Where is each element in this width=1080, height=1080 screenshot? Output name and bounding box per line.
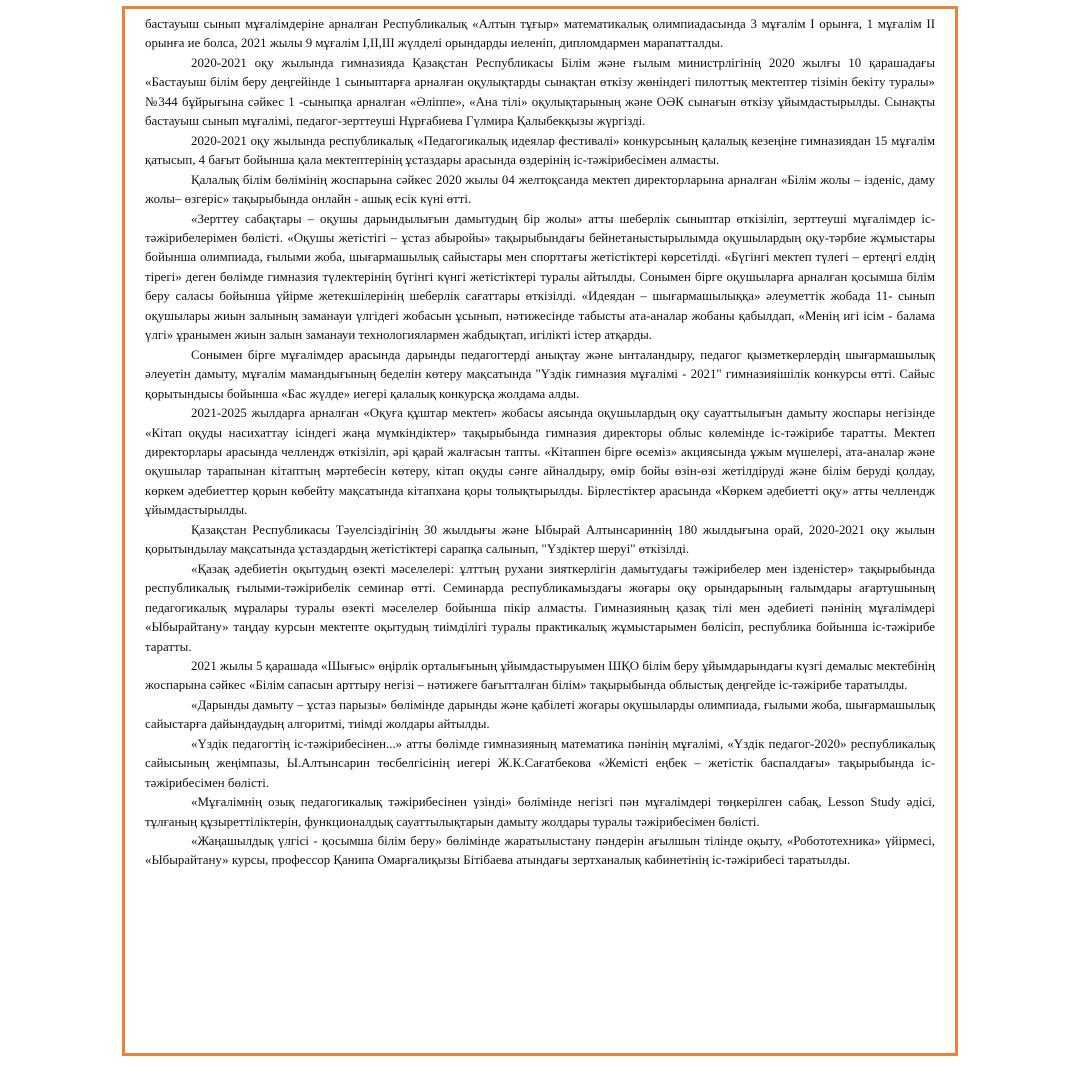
paragraph-11: «Дарынды дамыту – ұстаз парызы» бөлімінде дарынды және қабілеті жоғары оқушыларды олимпиада, ғылыми жоба, шығармашылық сайыстарға дайындаудың алгоритмі, тиімді жолдары айтылды. [145,697,935,732]
paragraph-2: 2020-2021 оқу жылында гимназияда Қазақстан Республикасы Білім және ғылым министрлігінің 2020 жылғы 10 қарашадағы «Бастауыш білім беру деңгейінде 1 сыныптарға арналған оқулықтарды сынақтан өткізу жөніндегі пилоттық мектептер тізімін бекіту туралы» №344 бұйрығына сәйкес 1 -сыныпқа арналған «Әліппе», «Ана тілі» оқулықтарының және ОӘК сынағын өткізу ұйымдастырылды. Сынақты бастауыш сынып мұғалімі, педагог-зерттеуші Нұрғабиева Гүлмира Қалыбекқызы жүргізді. [145,55,935,129]
paragraph-6: Сонымен бірге мұғалімдер арасында дарынды педагогтерді анықтау және ынталандыру, педагог қызметкерлердің шығармашылық әлеуетін дамыту, мұғалім мамандығының беделін көтеру мақсатында "Үздік гимназия мұғалімі - 2021" гимназияішілік конкурсы өтті. Сайыс қорытындысы бойынша «Бас жүлде» иегері қалалық конкурсқа жолдама алды. [145,347,935,401]
paragraph-10: 2021 жылы 5 қарашада «Шығыс» өңірлік орталығының ұйымдастыруымен ШҚО білім беру ұйымдарындағы күзгі демалыс мектебінің жоспарына сәйкес «Білім сапасын арттыру негізі – нәтижеге бағытталған білім» тақырыбында облыстық деңгейде іс-тәжірибе таратылды. [145,658,935,693]
document-text [145,15,935,1041]
paragraph-14: «Жаңашылдық үлгісі - қосымша білім беру» бөлімінде жаратылыстану пәндерін ағылшын тілінде оқыту, «Робототехника» үйірмесі, «Ыбырайтану» курсы, профессор Қанипа Омарғалиқызы Бітібаева атындағы зертханалық кабинетінің іс-тәжірибесі таратылды. [145,834,935,868]
paragraph-12: «Үздік педагогтің іс-тәжірибесінен...» атты бөлімде гимназияның математика пәнінің мұғалімі, «Үздік педагог-2020» республикалық сайысының жеңімпазы, Ы.Алтынсарин төсбелгісінің иегері Ж.К.Сағатбекова «Жемісті еңбек – жетістік баспалдағы» тақырыбында іс-тәжірибесімен бөлісті. [145,736,935,790]
paragraph-7: 2021-2025 жылдарға арналған «Оқуға құштар мектеп» жобасы аясында оқушылардың оқу сауаттылығын дамыту жоспары негізінде «Кітап оқуды насихаттау ісіндегі жаңа мүмкіндіктер» тақырыбында гимназия директоры облыс көлемінде іс-тәжірибе таратты. Мектеп директорлары арасында челлендж өткізіліп, әрі қарай жалғасын тапты. «Кітаппен бірге өсеміз» акциясында ұжым мүшелері, ата-аналар және оқушылар тарапынан кітаптың мәртебесін көтеру, кітап оқуды сәнге айналдыру, өмір бойы өзін-өзі жетілдіруді және білім беруді қолдау, көркем әдебиеттер қорын көбейту мақсатында кітапхана қоры толықтырылды. Бірлестіктер арасында «Көркем әдебиетті оқу» атты челлендж ұйымдастырылды. [145,406,935,518]
document-page [122,6,958,1056]
paragraph-4: Қалалық білім бөлімінің жоспарына сәйкес 2020 жылы 04 желтоқсанда мектеп директорларына арналған «Білім жолы – ізденіс, даму жолы– өзгеріс» тақырыбында онлайн - ашық есік күні өтті. [145,172,935,207]
paragraph-5: «Зерттеу сабақтары – оқушы дарындылығын дамытудың бір жолы» атты шеберлік сыныптар өткізіліп, зерттеуші мұғалімдер іс-тәжірибелерімен бөлісті. «Оқушы жетістігі – ұстаз абыройы» тақырыбындағы бейнетаныстырылымда оқушылардың оқу-тәрбие жұмыстары бойынша олимпиада, ғылыми жоба, шығармашылық сайыстары мен спорттағы жетістіктері көрсетілді. «Бүгінгі мектеп түлегі – ертеңгі елдің тірегі» деген бөлімде гимназия түлектерінің бүгінгі күнгі жетістіктері туралы айтылды. Сонымен бірге оқушыларға арналған қосымша білім беру саласы бойынша үйірме жетекшілерінің шеберлік сағаттары өткізілді. «Идеядан – шығармашылыққа» әлеуметтік жобада 11- сынып оқушылары жиын залының заманауи үлгідегі жобасын ұсынып, нәтижесінде табысты ата-аналар жобаны қабылдап, «Менің игі ісім - балама үлгі» ұранымен жиын залын заманауи технологиялармен жабдықтап, игілікті істер атқарды. [145,211,935,343]
paragraph-8: Қазақстан Республикасы Тәуелсіздігінің 30 жылдығы және Ыбырай Алтынсариннің 180 жылдығына орай, 2020-2021 оқу жылын қорытындылау мақсатында ұстаздардың жетістіктері сарапқа салынып, "Үздіктер шеруі" өткізілді. [145,522,935,557]
paragraph-1: бастауыш сынып мұғалімдеріне арналған Республикалық «Алтын тұғыр» математикалық олимпиадасында 3 мұғалім І орынға, 1 мұғалім ІІ орынға ие болса, 2021 жылы 9 мұғалім І,ІІ,ІІІ жүлделі орындарды иеленіп, дипломдармен марапатталды. [145,17,935,51]
paragraph-13: «Мұғалімнің озық педагогикалық тәжірибесінен үзінді» бөлімінде негізгі пән мұғалімдері төңкерілген сабақ, Lesson Study әдісі, тұлғаның құзыреттіліктерін, функционалдық сауаттылықтарын дамыту жолдары туралы тәжірибесімен бөлісті. [145,795,935,829]
paragraph-3: 2020-2021 оқу жылында республикалық «Педагогикалық идеялар фестивалі» конкурсының қалалық кезеңіне гимназиядан 15 мұғалім қатысып, 4 бағыт бойынша қала мектептерінің ұстаздары арасында өздерінің іс-тәжірибесімен алмасты. [145,133,935,168]
paragraph-9: «Қазақ әдебиетін оқытудың өзекті мәселелері: ұлттың рухани зияткерлігін дамытудағы тәжірибелер мен ізденістер» тақырыбында республикалық ғылыми-тәжірибелік семинар өтті. Семинарда республикамыздағы жоғары оқу орындарының ғалымдары ағартушының педагогикалық мұралары туралы өзекті мәселелер бойынша пікір алмасты. Гимназияның қазақ тілі мен әдебиеті пәнінің мұғалімдері «Ыбырайтану» таңдау курсын мектепте оқытудың тиімділігі туралы практикалық жұмыстарымен бөлісіп, республика бойынша іс-тәжірибе таратты. [145,561,935,654]
